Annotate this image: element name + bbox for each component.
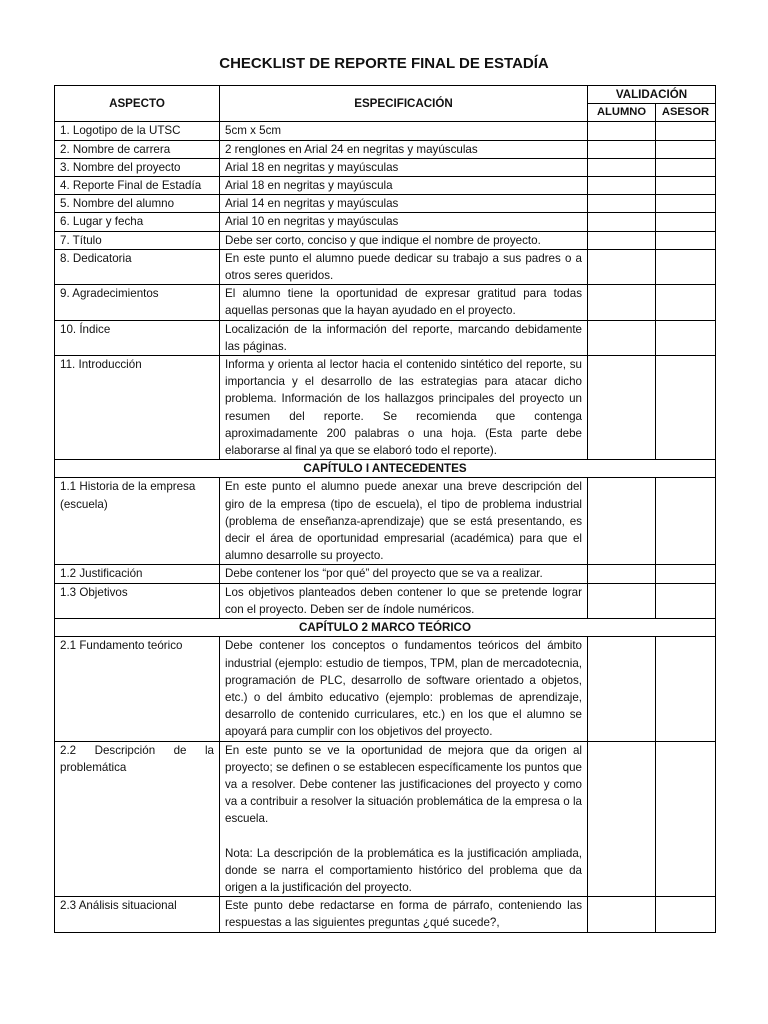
table-row [55, 177, 716, 195]
aspect-cell: 2.1 Fundamento teórico [55, 637, 220, 741]
section-title: CAPÍTULO 2 MARCO TEÓRICO [55, 619, 716, 637]
section-header-row [55, 619, 716, 637]
aspect-cell: 9. Agradecimientos [55, 285, 220, 320]
alumno-check-cell[interactable] [588, 565, 656, 583]
table-row [55, 478, 716, 565]
alumno-check-cell[interactable] [588, 177, 656, 195]
alumno-check-cell[interactable] [588, 637, 656, 741]
spec-cell: Localización de la información del reporte, marcando debidamente las páginas. [220, 320, 588, 355]
alumno-check-cell[interactable] [588, 583, 656, 618]
alumno-check-cell[interactable] [588, 213, 656, 231]
table-row [55, 285, 716, 320]
table-row [55, 320, 716, 355]
table-row [55, 249, 716, 284]
asesor-check-cell[interactable] [656, 177, 716, 195]
asesor-check-cell[interactable] [656, 637, 716, 741]
asesor-check-cell[interactable] [656, 741, 716, 897]
aspect-cell: 2. Nombre de carrera [55, 140, 220, 158]
asesor-check-cell[interactable] [656, 195, 716, 213]
table-row [55, 637, 716, 741]
spec-cell: Arial 14 en negritas y mayúsculas [220, 195, 588, 213]
aspect-cell: 3. Nombre del proyecto [55, 158, 220, 176]
table-row [55, 583, 716, 618]
header-alumno: ALUMNO [588, 104, 656, 122]
table-row [55, 213, 716, 231]
spec-cell: Debe contener los conceptos o fundamentos teóricos del ámbito industrial (ejemplo: estudio de tiempos, TPM, plan de mercadotecnia, programación de PLC, desarrollo de software orientado a objetos, etc.) o del ámbito educativo (ejemplo: problemas de aprendizaje, desarrollo de contenido curriculares, etc.) en los que el alumno se apoyará para cumplir con los objetivos del proyecto. [220, 637, 588, 741]
spec-cell: Informa y orienta al lector hacia el contenido sintético del reporte, su importancia y el desarrollo de las estrategias para atacar dicho problema. Información de los hallazgos principales del proyecto un resumen del reporte. Se recomienda que contenga aproximadamente 200 palabras o una hoja. (Esta parte debe elaborarse al final ya que se elaboró todo el reporte). [220, 356, 588, 460]
spec-cell: Este punto debe redactarse en forma de párrafo, conteniendo las respuestas a las siguientes preguntas ¿qué sucede?, [220, 897, 588, 932]
aspect-cell: 2.2 Descripción de la problemática [55, 741, 220, 897]
spec-cell: Debe ser corto, conciso y que indique el nombre de proyecto. [220, 231, 588, 249]
aspect-cell: 1.2 Justificación [55, 565, 220, 583]
alumno-check-cell[interactable] [588, 356, 656, 460]
alumno-check-cell[interactable] [588, 741, 656, 897]
asesor-check-cell[interactable] [656, 231, 716, 249]
aspect-cell: 4. Reporte Final de Estadía [55, 177, 220, 195]
paragraph-gap [225, 828, 582, 845]
spec-cell: Arial 18 en negritas y mayúsculas [220, 158, 588, 176]
asesor-check-cell[interactable] [656, 158, 716, 176]
spec-cell: Arial 10 en negritas y mayúsculas [220, 213, 588, 231]
checklist-table [54, 85, 716, 933]
aspect-cell: 5. Nombre del alumno [55, 195, 220, 213]
asesor-check-cell[interactable] [656, 897, 716, 932]
section-title: CAPÍTULO I ANTECEDENTES [55, 460, 716, 478]
alumno-check-cell[interactable] [588, 122, 656, 140]
spec-cell: 2 renglones en Arial 24 en negritas y mayúsculas [220, 140, 588, 158]
spec-cell: Arial 18 en negritas y mayúscula [220, 177, 588, 195]
table-row [55, 140, 716, 158]
asesor-check-cell[interactable] [656, 478, 716, 565]
alumno-check-cell[interactable] [588, 249, 656, 284]
table-row [55, 158, 716, 176]
aspect-cell: 11. Introducción [55, 356, 220, 460]
aspect-cell: 10. Índice [55, 320, 220, 355]
aspect-cell: 1.3 Objetivos [55, 583, 220, 618]
spec-cell: Debe contener los “por qué” del proyecto que se va a realizar. [220, 565, 588, 583]
header-especificacion: ESPECIFICACIÓN [220, 86, 588, 122]
header-asesor: ASESOR [656, 104, 716, 122]
asesor-check-cell[interactable] [656, 565, 716, 583]
aspect-cell: 8. Dedicatoria [55, 249, 220, 284]
table-row [55, 897, 716, 932]
spec-cell: Los objetivos planteados deben contener lo que se pretende lograr con el proyecto. Deben ser de índole numéricos. [220, 583, 588, 618]
alumno-check-cell[interactable] [588, 897, 656, 932]
aspect-cell: 6. Lugar y fecha [55, 213, 220, 231]
alumno-check-cell[interactable] [588, 195, 656, 213]
asesor-check-cell[interactable] [656, 285, 716, 320]
alumno-check-cell[interactable] [588, 158, 656, 176]
spec-cell: 5cm x 5cm [220, 122, 588, 140]
aspect-cell: 7. Título [55, 231, 220, 249]
header-validacion: VALIDACIÓN [588, 86, 716, 104]
asesor-check-cell[interactable] [656, 122, 716, 140]
aspect-cell: 2.3 Análisis situacional [55, 897, 220, 932]
table-row [55, 741, 716, 897]
spec-paragraph: En este punto se ve la oportunidad de mejora que da origen al proyecto; se definen o se establecen específicamente los puntos que va a resolver. Debe contener las justificaciones del proyecto y como va a contribuir a resolver la situación problemática de la empresa o la escuela. [225, 743, 582, 826]
alumno-check-cell[interactable] [588, 478, 656, 565]
alumno-check-cell[interactable] [588, 140, 656, 158]
asesor-check-cell[interactable] [656, 213, 716, 231]
table-row [55, 356, 716, 460]
table-row [55, 231, 716, 249]
spec-cell: En este punto el alumno puede dedicar su trabajo a sus padres o a otros seres queridos. [220, 249, 588, 284]
asesor-check-cell[interactable] [656, 249, 716, 284]
aspect-cell: 1.1 Historia de la empresa (escuela) [55, 478, 220, 565]
alumno-check-cell[interactable] [588, 285, 656, 320]
asesor-check-cell[interactable] [656, 583, 716, 618]
asesor-check-cell[interactable] [656, 356, 716, 460]
alumno-check-cell[interactable] [588, 231, 656, 249]
alumno-check-cell[interactable] [588, 320, 656, 355]
table-row [55, 195, 716, 213]
table-row [55, 565, 716, 583]
spec-cell [220, 741, 588, 897]
spec-cell: El alumno tiene la oportunidad de expresar gratitud para todas aquellas personas que la hayan ayudado en el proyecto. [220, 285, 588, 320]
asesor-check-cell[interactable] [656, 140, 716, 158]
table-row [55, 122, 716, 140]
section-header-row [55, 460, 716, 478]
aspect-cell: 1. Logotipo de la UTSC [55, 122, 220, 140]
header-aspecto: ASPECTO [55, 86, 220, 122]
spec-note: Nota: La descripción de la problemática es la justificación ampliada, donde se narra el comportamiento histórico del problema que da origen a la justificación del proyecto. [225, 846, 582, 894]
asesor-check-cell[interactable] [656, 320, 716, 355]
spec-cell: En este punto el alumno puede anexar una breve descripción del giro de la empresa (tipo de escuela), el tipo de problema industrial (problema de enseñanza-aprendizaje) que se está presentando, es decir el área de oportunidad empresarial (académica) para que el alumno desarrolle su proyecto. [220, 478, 588, 565]
document-title: CHECKLIST DE REPORTE FINAL DE ESTADÍA [219, 55, 549, 72]
